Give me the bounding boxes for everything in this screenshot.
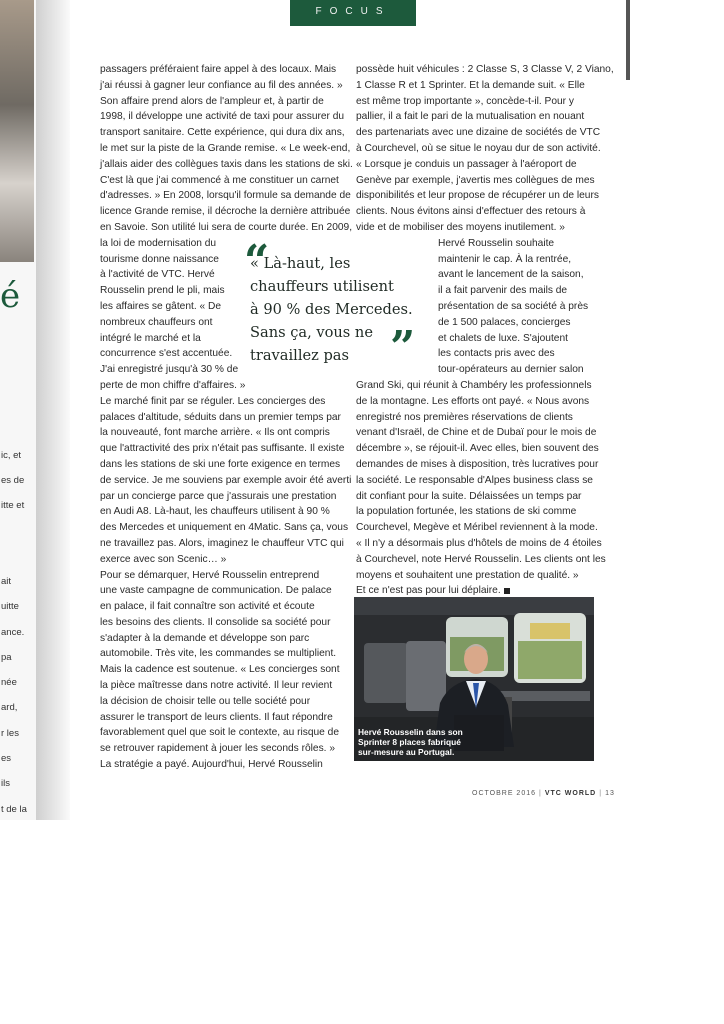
right-column-bottom-text <box>356 378 606 599</box>
text-line: Et ce n'est pas pour lui déplaire. <box>356 583 600 599</box>
text-line: Grand Ski, qui réunit à Chambéry les professionnels <box>356 379 592 391</box>
text-line: s'adapter à la demande et développe son parc <box>100 632 310 644</box>
text-line: présentation de sa société à près <box>438 300 589 312</box>
text-line: Le marché finit par se réguler. Les concierges des <box>100 395 326 407</box>
previous-page-big-letter: é <box>0 276 21 316</box>
text-line: le met sur la piste de la Grande remise. « Le week-end, <box>100 142 351 154</box>
caption-line: Sprinter 8 places fabriqué <box>358 737 461 747</box>
text-line: venant d'Israël, de Chine et de Dubaï pour le mois de <box>356 427 597 439</box>
pull-quote-line: Sans ça, vous ne <box>250 324 373 341</box>
article-left-column <box>100 62 353 773</box>
previous-page-line: ils <box>1 778 10 790</box>
text-line: la décision de choisir telle ou telle société pour <box>100 695 311 707</box>
text-line: j'ai réussi à gagner leur confiance au fil des années. » <box>100 79 343 91</box>
previous-page-line <box>1 549 37 565</box>
pull-quote-line: à 90 % des Mercedes. <box>250 301 413 318</box>
text-line: possède huit véhicules : 2 Classe S, 3 Classe V, 2 Viano, <box>356 64 614 75</box>
text-line: maintenir le cap. À la rentrée, <box>438 253 572 265</box>
close-quote-mark: ” <box>390 322 416 373</box>
previous-page-line: ard, <box>1 702 18 714</box>
text-line: favorablement quel que soit le contexte, au risque de <box>100 727 339 739</box>
text-line: dit confiant pour la suite. Délaissées un temps par <box>356 490 582 502</box>
text-line: licence Grande remise, il décroche la dernière attribuée <box>100 206 351 218</box>
text-line: en Savoie. Son utilité lui sera de courte durée. En 2009, <box>100 221 353 233</box>
previous-page-line: ait <box>1 575 12 587</box>
previous-page-line: ance. <box>1 626 25 638</box>
text-line: les besoins des clients. Il consolide sa société pour <box>100 616 331 628</box>
text-line: 1 Classe R et 1 Sprinter. Et la demande suit. « Elle <box>356 79 585 91</box>
previous-page-photo <box>0 0 34 262</box>
text-line: la loi de modernisation du <box>100 237 217 249</box>
text-line: et chalets de luxe. S'ajoutent <box>438 332 568 344</box>
text-line: Mais la cadence est soutenue. « Les concierges sont <box>100 664 340 676</box>
text-line: j'allais aider des collègues taxis dans les stations de ski. <box>100 158 353 170</box>
text-line: Genève par exemple, j'avertis mes collègues de mes <box>356 174 595 186</box>
text-line: vide et de mobiliser des moyens inutilement. » <box>356 221 565 233</box>
text-line: il a fait parvenir des mails de <box>438 285 568 297</box>
photo-caption <box>358 727 463 757</box>
text-line: moyens et souhaitent une prestation de qualité. » <box>356 569 579 581</box>
previous-page-line: ic, et <box>1 449 22 461</box>
text-line: J'ai enregistré jusqu'à 30 % de <box>100 364 239 376</box>
text-line: nombreux chauffeurs ont <box>100 316 213 328</box>
text-line: la nouveauté, font marche arrière. « Ils ont compris <box>100 427 330 439</box>
scan-margin <box>0 820 724 1024</box>
open-quote-mark: “ <box>244 236 270 287</box>
text-line: les affaires se gâtent. « De <box>100 300 222 312</box>
text-line: des partenariats avec une dizaine de sociétés de VTC <box>356 127 601 139</box>
text-line: assurer le transport de leurs clients. Il faut répondre <box>100 711 333 723</box>
caption-line: sur-mesure au Portugal. <box>358 747 455 757</box>
text-line: tour-opérateurs au dernier salon <box>438 364 584 376</box>
text-line: concurrence s'est accentuée. <box>100 348 233 360</box>
text-line: « Il n'y a désormais plus d'hôtels de moins de 4 étoiles <box>356 537 602 549</box>
article-end-mark <box>504 588 510 594</box>
page-footer: OCTOBRE 2016 | VTC WORLD | 13 <box>472 790 615 797</box>
previous-page-line: uitte <box>1 601 19 613</box>
text-line: exerce avec son Scenic… » <box>100 553 227 565</box>
pull-quote-line: chauffeurs utilisent <box>250 278 394 295</box>
text-line: que l'attractivité des prix n'était pas suffisante. Il existe <box>100 443 345 455</box>
text-line: ne travaillez pas. Alors, imaginez le chauffeur VTC qui <box>100 537 344 549</box>
left-column-top-text <box>100 62 353 236</box>
text-line: palaces d'altitude, séduits dans un premier temps par <box>100 411 341 423</box>
text-line: Courchevel, Megève et Méribel reviennent à la mode. <box>356 522 598 534</box>
previous-page-edge <box>0 0 36 820</box>
text-line: par un concierge parce que j'assurais une prestation <box>100 490 337 502</box>
previous-page-line <box>1 523 37 539</box>
text-line: une vaste campagne de communication. De palace <box>100 585 332 597</box>
magazine-name: VTC WORLD <box>544 790 597 797</box>
text-line: d'adresses. » En 2008, lorsqu'il formule sa demande de <box>100 190 351 202</box>
text-line: à Courchevel, où se situe le noyau dur de son activité. <box>356 142 601 154</box>
section-banner: FOCUS <box>290 0 416 26</box>
previous-page-line: pa <box>1 651 12 663</box>
page-number: 13 <box>605 790 615 797</box>
text-line: la société. Le responsable d'Alpes business class se <box>356 474 593 486</box>
pull-quote-line: travaillez pas <box>250 347 349 364</box>
portrait-photo <box>354 597 594 761</box>
left-column-bottom-text <box>100 394 352 773</box>
caption-line: Hervé Rousselin dans son <box>358 727 463 737</box>
text-line: à Courchevel, note Hervé Rousselin. Les clients ont les <box>356 553 606 565</box>
text-line: Pour se démarquer, Hervé Rousselin entreprend <box>100 569 320 581</box>
text-line: intégré le marché et la <box>100 332 201 344</box>
text-line: décembre », se réjouit-il. Avec elles, bien souvent des <box>356 443 599 455</box>
text-line: Rousselin prend le pli, mais <box>100 285 225 297</box>
text-line: des Mercedes et uniquement en 4Matic. Sans ça, vous <box>100 522 349 534</box>
text-line: la pièce maîtresse dans notre activité. Il leur revient <box>100 680 333 692</box>
text-line: « Lorsque je conduis un passager à l'aéroport de <box>356 158 577 170</box>
text-line: demandes de mises à disposition, très lucratives pour <box>356 458 599 470</box>
text-line: clients. Nous évitons ainsi d'effectuer des retours à <box>356 206 586 218</box>
issue-date: OCTOBRE 2016 <box>472 790 537 797</box>
text-line: dans les stations de ski une forte exigence en termes <box>100 458 341 470</box>
text-line: transport sanitaire. Cette expérience, qui dura dix ans, <box>100 127 345 139</box>
right-column-top-text <box>356 62 614 236</box>
previous-page-line: t de la <box>1 803 27 815</box>
previous-page-line: itte et <box>1 500 25 512</box>
text-line: C'est là que j'ai commencé à me constituer un carnet <box>100 174 339 186</box>
text-line: tourisme donne naissance <box>100 253 219 265</box>
text-line: de la montagne. Les efforts ont payé. « Nous avons <box>356 395 590 407</box>
previous-page-line: es de <box>1 474 25 486</box>
text-line: enregistré nos premières réservations de clients <box>356 411 573 423</box>
page-edge-mark <box>626 0 630 80</box>
text-line: la population fortunée, les stations de ski comme <box>356 506 577 518</box>
text-line: en Audi A8. Là-haut, les chauffeurs utilisent à 90 % <box>100 506 330 518</box>
text-line: passagers préféraient faire appel à des locaux. Mais <box>100 64 337 75</box>
previous-page-line: es <box>1 753 12 765</box>
text-line: Hervé Rousselin souhaite <box>438 237 555 249</box>
previous-page-line: r les <box>1 727 19 739</box>
text-line: les contacts pris avec des <box>438 348 555 360</box>
text-line: automobile. Très vite, les commandes se multiplient. <box>100 648 337 660</box>
text-line: à l'activité de VTC. Hervé <box>100 269 215 281</box>
text-line: La stratégie a payé. Aujourd'hui, Hervé Rousselin <box>100 759 323 771</box>
previous-page-line: née <box>1 677 17 689</box>
text-line: se retrouver rapidement à jouer les seconds rôles. » <box>100 743 335 755</box>
right-column-narrow-text <box>356 236 600 378</box>
text-line: pallier, il a fait le pari de la mutualisation en nouant <box>356 111 585 123</box>
text-line: perte de mon chiffre d'affaires. » <box>100 379 246 391</box>
article-right-column <box>356 62 614 599</box>
text-line: 1998, il développe une activité de taxi pour assurer du <box>100 111 345 123</box>
text-line: de service. Je me souviens par exemple avoir été averti <box>100 474 352 486</box>
text-line: est même trop importante », concède-t-il. Pour y <box>356 95 574 107</box>
pull-quote-line: « Là-haut, les <box>250 255 351 272</box>
text-line: en palace, il fait connaître son activité et écoute <box>100 601 315 613</box>
text-line: avant le lancement de la saison, <box>438 269 584 281</box>
text-line: de 1 500 palaces, concierges <box>438 316 571 328</box>
text-line: Son affaire prend alors de l'ampleur et, à partir de <box>100 95 324 107</box>
text-line: disponibilités et leur propose de récupérer un de leurs <box>356 190 599 202</box>
